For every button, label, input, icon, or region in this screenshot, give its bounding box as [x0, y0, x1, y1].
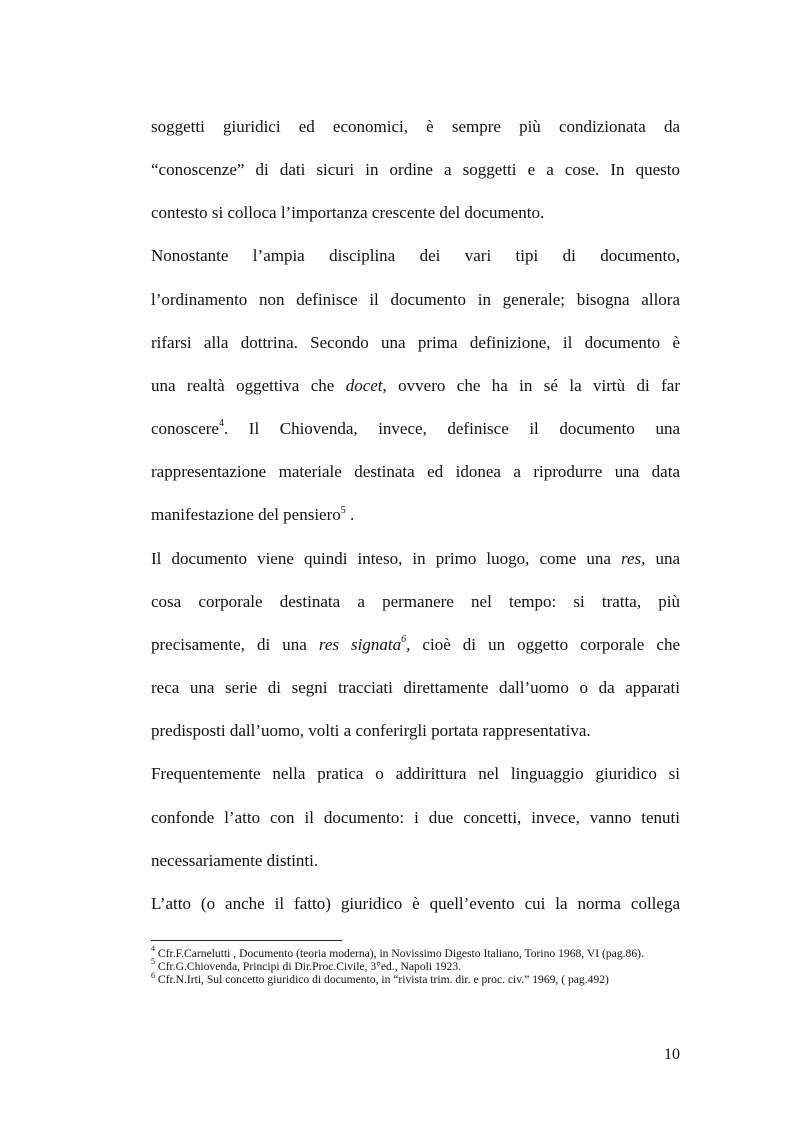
italic-term-docet: docet — [345, 375, 383, 395]
footnote-text: Cfr.F.Carnelutti , Documento (teoria moderna), in Novissimo Digesto Italiano, Torino 1968, VI (pag.86). — [155, 947, 644, 960]
footnote-number: 4 — [151, 944, 155, 954]
text-line: Frequentemente nella pratica o addirittura nel linguaggio giuridico si — [151, 764, 680, 784]
paragraph-2 — [151, 234, 680, 536]
italic-term-res: res, — [620, 548, 646, 568]
page-number: 10 — [664, 1046, 680, 1063]
italic-term-res-signata: res signata — [318, 634, 402, 654]
text-fragment: cioè di un oggetto corporale che — [410, 634, 680, 654]
text-line — [151, 407, 680, 450]
text-line: L’atto (o anche il fatto) giuridico è quell’evento cui la norma collega — [151, 893, 680, 913]
text-line: predisposti dall’uomo, volti a conferirgli portata rappresentativa. — [151, 721, 591, 741]
text-line — [151, 493, 680, 536]
paragraph-3 — [151, 537, 680, 753]
text-fragment: precisamente, di una — [151, 634, 319, 654]
paragraph-1 — [151, 105, 680, 234]
footnote-number: 5 — [151, 957, 155, 967]
text-fragment: . Il Chiovenda, invece, definisce il documento una — [223, 419, 680, 439]
paragraph-4 — [151, 752, 680, 881]
footnote-ref-4[interactable]: 4 — [218, 418, 224, 430]
text-line: confonde l’atto con il documento: i due concetti, invece, vanno tenuti — [151, 807, 680, 827]
footnote-text: Cfr.N.Irti, Sul concetto giuridico di documento, in “rivista trim. dir. e proc. civ.” 1969, ( pag.492) — [155, 973, 609, 987]
italic-comma: , — [406, 634, 411, 654]
text-fragment: una realtà oggettiva che — [151, 375, 346, 395]
text-line — [151, 537, 680, 580]
footnote-ref-5[interactable]: 5 — [340, 504, 346, 516]
text-line: l’ordinamento non definisce il documento in generale; bisogna allora — [151, 289, 680, 309]
text-line: rappresentazione materiale destinata ed idonea a riprodurre una data — [151, 462, 680, 482]
text-line: “conoscenze” di dati sicuri in ordine a soggetti e a cose. In questo — [151, 160, 680, 180]
text-line: contesto si colloca l’importanza crescente del documento. — [151, 203, 545, 223]
text-fragment: conoscere — [151, 419, 219, 439]
footnotes — [151, 944, 680, 987]
text-line: soggetti giuridici ed economici, è sempre più condizionata da — [151, 117, 680, 136]
text-line: reca una serie di segni tracciati direttamente dall’uomo o da apparati — [151, 678, 680, 698]
text-fragment: , ovvero che ha in sé la virtù di far — [382, 375, 680, 395]
footnote-6 — [151, 970, 680, 987]
text-line: Nonostante l’ampia disciplina dei vari tipi di documento, — [151, 246, 680, 266]
footnote-separator — [151, 940, 342, 941]
main-text — [151, 105, 680, 925]
text-line: cosa corporale destinata a permanere nel tempo: si tratta, più — [151, 591, 680, 611]
text-fragment: . — [345, 505, 355, 525]
text-fragment: Il documento viene quindi inteso, in primo luogo, come una — [151, 548, 621, 568]
text-fragment: una — [645, 548, 681, 568]
text-line — [151, 623, 680, 666]
footnote-ref-6[interactable]: 6 — [401, 634, 407, 646]
footnote-5 — [151, 957, 680, 974]
text-line: necessariamente distinti. — [151, 850, 319, 870]
paragraph-5 — [151, 882, 680, 925]
text-fragment: manifestazione del pensiero — [151, 505, 341, 525]
footnote-4 — [151, 944, 680, 960]
footnote-text: Cfr.G.Chiovenda, Principi di Dir.Proc.Civile, 3°ed., Napoli 1923. — [155, 960, 462, 974]
text-line — [151, 364, 680, 407]
footnote-number: 6 — [151, 970, 155, 980]
text-line: rifarsi alla dottrina. Secondo una prima definizione, il documento è — [151, 332, 680, 352]
